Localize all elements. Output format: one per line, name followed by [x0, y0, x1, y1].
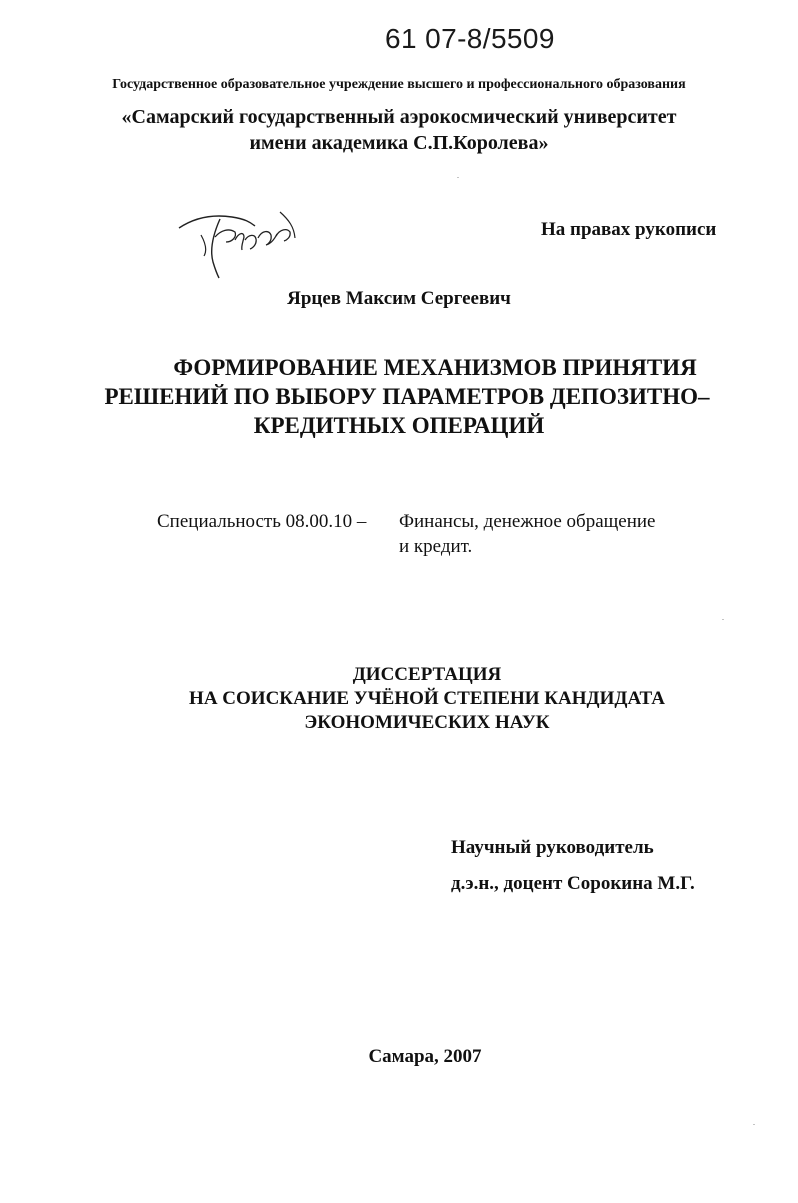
dissertation-title-line-3: КРЕДИТНЫХ ОПЕРАЦИЙ	[253, 413, 545, 438]
specialty-value-line-2: и кредит.	[399, 536, 473, 557]
university-name-line-2: имени академика С.П.Королева»	[249, 132, 549, 154]
manuscript-note: На правах рукописи	[541, 219, 717, 240]
dissertation-title-line-1: ФОРМИРОВАНИЕ МЕХАНИЗМОВ ПРИНЯТИЯ	[173, 355, 697, 380]
catalog-number: 61 07-8/5509	[385, 23, 555, 54]
city-year: Самара, 2007	[368, 1046, 482, 1067]
scan-speck	[457, 177, 459, 178]
author-signature	[176, 204, 311, 280]
scan-speck	[722, 619, 724, 620]
specialty-label: Специальность 08.00.10 –	[157, 511, 367, 532]
author-name: Ярцев Максим Сергеевич	[287, 288, 511, 309]
institution-line: Государственное образовательное учреждение высшего и профессионального образования	[112, 77, 686, 92]
scan-speck	[753, 1124, 755, 1125]
university-name-line-1: «Самарский государственный аэрокосмический университет	[121, 106, 677, 128]
supervisor-name: д.э.н., доцент Сорокина М.Г.	[451, 873, 695, 894]
dissertation-title-line-2: РЕШЕНИЙ ПО ВЫБОРУ ПАРАМЕТРОВ ДЕПОЗИТНО–	[104, 384, 710, 409]
specialty-value-line-1: Финансы, денежное обращение	[399, 511, 656, 532]
dissertation-heading-line-1: ДИССЕРТАЦИЯ	[352, 664, 502, 685]
dissertation-heading-line-2: НА СОИСКАНИЕ УЧЁНОЙ СТЕПЕНИ КАНДИДАТА	[189, 688, 665, 709]
supervisor-label: Научный руководитель	[451, 837, 654, 858]
dissertation-heading-line-3: ЭКОНОМИЧЕСКИХ НАУК	[304, 712, 550, 733]
